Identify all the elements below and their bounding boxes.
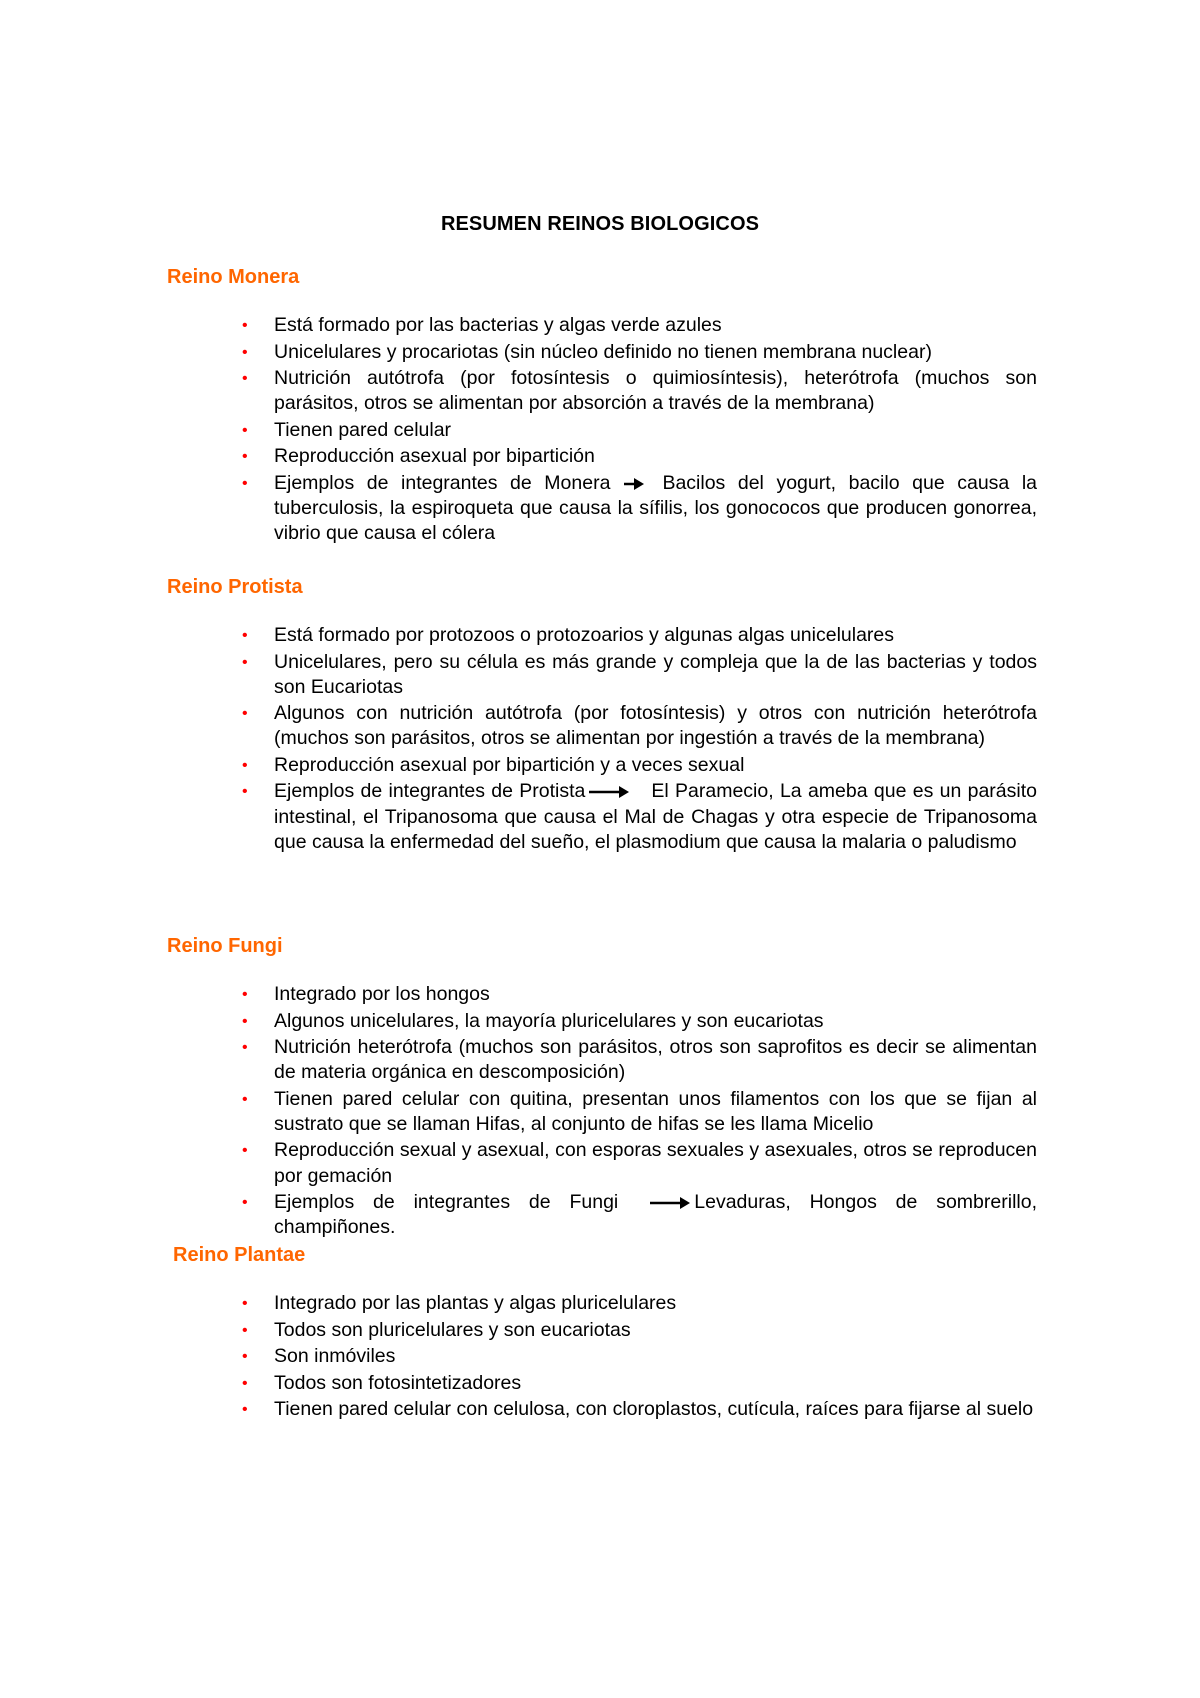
bullet-icon: • [242,1012,248,1030]
list-item: • Nutrición autótrofa (por fotosíntesis o quimiosíntesis), heterótrofa (muchos son parásitos, otros se alimentan por absorción a través de la membrana) [242,367,1037,415]
bullet-icon: • [242,421,248,439]
bullet-icon: • [242,1348,248,1365]
bullet-icon: • [242,705,248,723]
bullet-icon: • [242,1401,248,1418]
section-heading: Reino Fungi [167,935,283,957]
bullet-icon: • [242,448,248,466]
right-arrow-icon [589,785,629,799]
list-item: • Ejemplos de integrantes de Fungi Levaduras, Hongos de sombrerillo, champiñones. [242,1191,1037,1239]
bullet-icon: • [242,1090,248,1108]
list-item: • Está formado por protozoos o protozoarios y algunas algas unicelulares [167,623,1037,648]
right-arrow-icon [614,477,644,491]
section-heading: Reino Plantae [173,1244,306,1266]
list-item: • Ejemplos de integrantes de Protista El Paramecio, La ameba que es un parásito intestinal, el Tripanosoma que causa el Mal de Chagas y otra especie de Tripanosoma que causa la enfermedad del sueño, el plasmodium que causa la malaria o paludismo [242,780,1037,853]
section-monera [167,264,1037,548]
list-item: • Está formado por las bacterias y algas verde azules [167,313,1037,338]
section-plantae [173,1242,1043,1424]
list-item: • Tienen pared celular con quitina, presentan unos filamentos con los que se fijan al sustrato que se llaman Hifas, al conjunto de hifas se les llama Micelio [242,1087,1037,1135]
list-item: • Reproducción asexual por bipartición [167,444,1037,469]
bullet-icon: • [242,1039,248,1056]
bullet-icon: • [242,783,248,801]
list-item: • Son inmóviles [167,1344,1043,1369]
section-protista [167,574,1037,856]
list-item: • Reproducción asexual por bipartición y a veces sexual [167,753,1037,778]
list-item: • Reproducción sexual y asexual, con esporas sexuales y asexuales, otros se reproducen por gemación [242,1139,1037,1187]
list-item: • Integrado por los hongos [167,982,1037,1007]
bullet-icon: • [242,474,248,492]
bullet-icon: • [242,1295,248,1312]
bullet-list [167,623,1037,855]
bullet-list [167,313,1037,546]
list-item: • Todos son fotosintetizadores [167,1371,1043,1396]
list-item: • Unicelulares y procariotas (sin núcleo definido no tienen membrana nuclear) [167,340,1037,365]
list-item: • Todos son pluricelulares y son eucariotas [167,1318,1043,1343]
list-item: • Algunos con nutrición autótrofa (por fotosíntesis) y otros con nutrición heterótrofa (muchos son parásitos, otros se alimentan por ingestión a través de la membrana) [242,702,1037,750]
list-item: • Nutrición heterótrofa (muchos son parásitos, otros son saprofitos es decir se alimentan de materia orgánica en descomposición) [242,1036,1037,1084]
bullet-icon: • [242,1142,248,1160]
bullet-icon: • [242,1374,248,1392]
bullet-icon: • [242,756,248,774]
bullet-icon: • [242,370,248,387]
section-heading: Reino Protista [167,576,303,598]
list-item: • Tienen pared celular [167,418,1037,443]
bullet-icon: • [242,986,248,1003]
list-item: • Algunos unicelulares, la mayoría pluricelulares y son eucariotas [167,1009,1037,1034]
section-heading: Reino Monera [167,266,300,288]
bullet-icon: • [242,1194,248,1212]
section-fungi [167,933,1037,1242]
bullet-icon: • [242,627,248,644]
bullet-list [167,1291,1043,1422]
right-arrow-icon [650,1196,690,1210]
document-title: RESUMEN REINOS BIOLOGICOS [440,213,760,235]
bullet-list [167,982,1037,1241]
list-item: • Tienen pared celular con celulosa, con cloroplastos, cutícula, raíces para fijarse al suelo [167,1397,1043,1422]
list-item: • Unicelulares, pero su célula es más grande y compleja que la de las bacterias y todos son Eucariotas [242,650,1037,698]
list-item: • Ejemplos de integrantes de Monera Bacilos del yogurt, bacilo que causa la tuberculosis, la espiroqueta que causa la sífilis, los gonococos que producen gonorrea, vibrio que causa el cólera [242,471,1037,545]
list-item: • Integrado por las plantas y algas pluricelulares [167,1291,1043,1316]
bullet-icon: • [242,317,248,334]
bullet-icon: • [242,653,248,671]
bullet-icon: • [242,343,248,361]
bullet-icon: • [242,1321,248,1339]
